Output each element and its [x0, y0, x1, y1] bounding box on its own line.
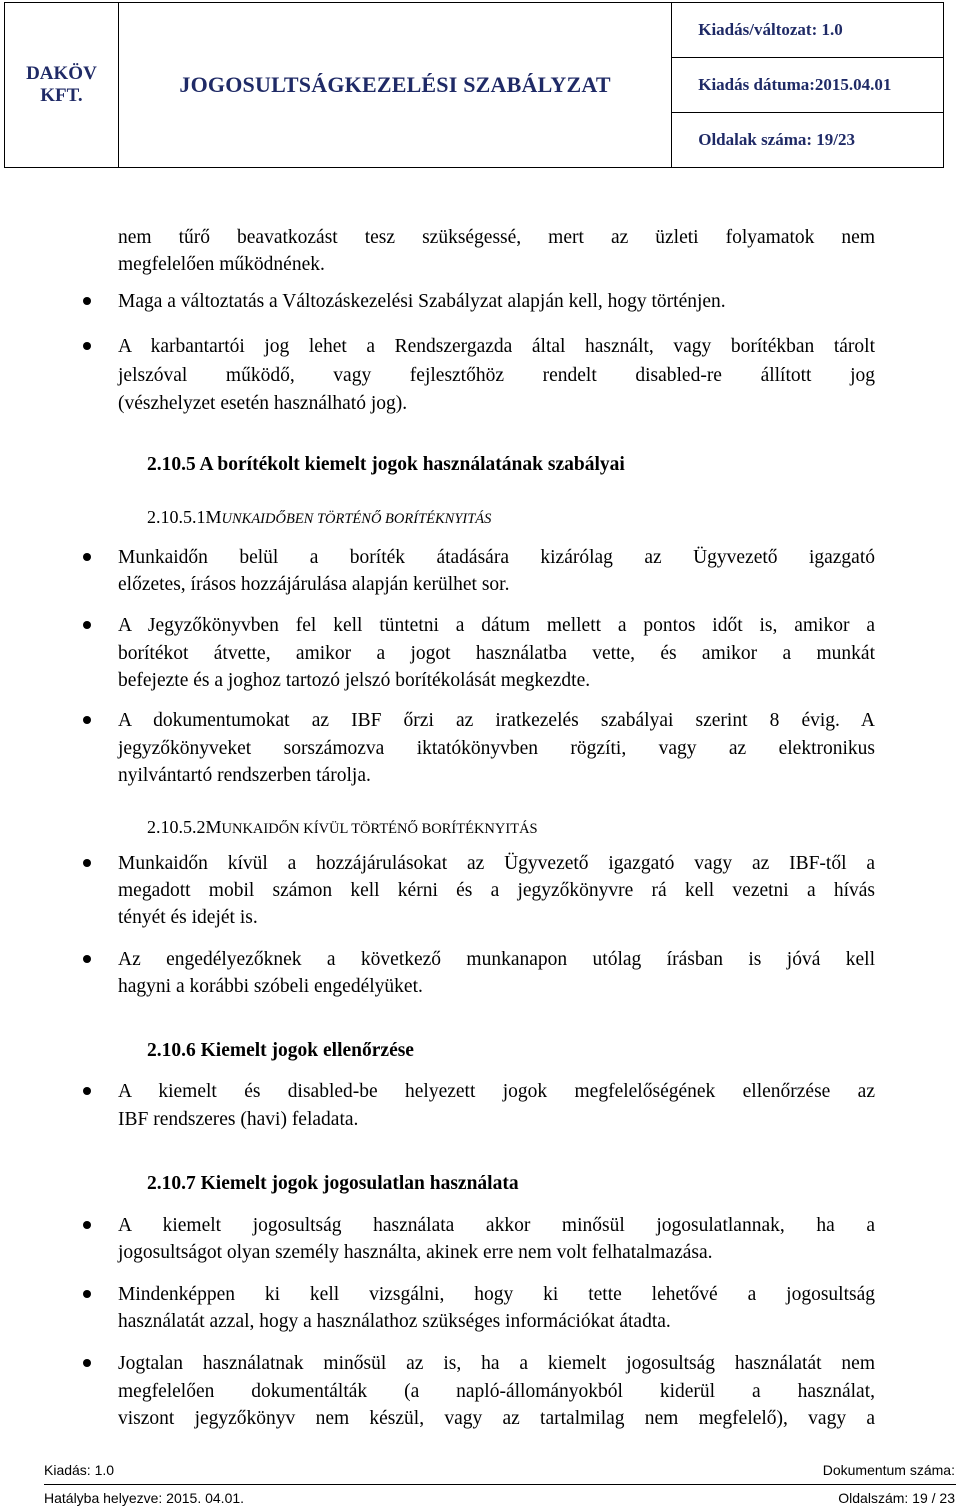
- list-item-line: IBF rendszeres (havi) feladata.: [118, 1109, 359, 1130]
- subsection-heading: [147, 507, 491, 528]
- list-item-line: Az engedélyezőknek a következő munkanapon utólag írásban is jóvá kell: [118, 949, 875, 970]
- list-item-line: A karbantartói jog lehet a Rendszergazda által használt, vagy borítékban tárolt: [118, 336, 875, 357]
- footer-page-number: Oldalszám: 19 / 23: [838, 1490, 955, 1506]
- list-item-line: hagyni a korábbi szóbeli engedélyüket.: [118, 976, 423, 997]
- footer-doc-number: Dokumentum száma:: [822, 1462, 955, 1478]
- subsection-title: UNKAIDŐBEN TÖRTÉNŐ BORÍTÉKNYITÁS: [221, 511, 492, 527]
- bullet-dot: [83, 621, 91, 629]
- subsection-number: 2.10.5.2: [147, 817, 206, 837]
- bullet-dot: [83, 1359, 91, 1367]
- paragraph-line: megfelelően működnének.: [118, 254, 325, 275]
- list-item-line: (vészhelyzet esetén használható jog).: [118, 393, 408, 414]
- bullet-dot: [83, 297, 91, 305]
- list-item-line: jegyzőkönyveket sorszámozva iktatókönyvben rögzíti, vagy az elektronikus: [118, 738, 875, 759]
- list-item-line: viszont jegyzőkönyv nem készül, vagy az tartalmilag nem megfelelő), vagy a: [118, 1408, 875, 1429]
- bullet-dot: [83, 1221, 91, 1229]
- section-heading: 2.10.7 Kiemelt jogok jogosulatlan használata: [147, 1173, 519, 1194]
- subsection-heading: [147, 817, 538, 838]
- subsection-title: UNKAIDŐN KÍVÜL TÖRTÉNŐ BORÍTÉKNYITÁS: [221, 821, 538, 837]
- bullet-dot: [83, 553, 91, 561]
- bullet-dot: [83, 1087, 91, 1095]
- list-item-line: nyilvántartó rendszerben tárolja.: [118, 765, 371, 786]
- list-item-line: Jogtalan használatnak minősül az is, ha a kiemelt jogosultság használatát nem: [118, 1353, 875, 1374]
- list-item-line: Munkaidőn kívül a hozzájárulásokat az Ügyvezető igazgató vagy az IBF-től a: [118, 853, 875, 874]
- footer-edition: Kiadás: 1.0: [44, 1462, 115, 1478]
- bullet-dot: [83, 1290, 91, 1298]
- subsection-initial: M: [205, 817, 222, 837]
- list-item-line: Mindenképpen ki kell vizsgálni, hogy ki tette lehetővé a jogosultság: [118, 1284, 875, 1305]
- page-count: Oldalak száma: 19/23: [672, 113, 944, 168]
- list-item-line: megfelelően dokumentálták (a napló-állományokból kiderül a használat,: [118, 1381, 875, 1402]
- footer-divider: [44, 1484, 956, 1485]
- issue-date: Kiadás dátuma:2015.04.01: [672, 58, 944, 113]
- paragraph-line: nem tűrő beavatkozást tesz szükségessé, mert az üzleti folyamatok nem: [118, 227, 875, 248]
- subsection-number: 2.10.5.1: [147, 507, 206, 527]
- list-item-line: használatát azzal, hogy a használathoz szükséges információkat átadta.: [118, 1311, 671, 1332]
- edition-version: Kiadás/változat: 1.0: [672, 3, 944, 58]
- list-item-line: A kiemelt jogosultság használata akkor minősül jogosulatlannak, ha a: [118, 1215, 875, 1236]
- list-item-line: jelszóval működő, vagy fejlesztőhöz rendelt disabled-re állított jog: [118, 365, 875, 386]
- list-item-line: borítékot átvette, amikor a jogot használatba vette, és amikor a munkát: [118, 643, 875, 664]
- document-title: JOGOSULTSÁGKEZELÉSI SZABÁLYZAT: [118, 3, 671, 168]
- list-item-line: A dokumentumokat az IBF őrzi az iratkezelés szabályai szerint 8 évig. A: [118, 710, 875, 731]
- list-item-line: megadott mobil számon kell kérni és a jegyzőkönyvre rá kell vezetni a hívás: [118, 880, 875, 901]
- company-name: DAKÖV KFT.: [5, 3, 119, 168]
- list-item-line: előzetes, írásos hozzájárulása alapján kerülhet sor.: [118, 574, 510, 595]
- list-item: Maga a változtatás a Változáskezelési Szabályzat alapján kell, hogy történjen.: [118, 291, 726, 312]
- section-heading: 2.10.5 A borítékolt kiemelt jogok használatának szabályai: [147, 454, 625, 475]
- list-item-line: A kiemelt és disabled-be helyezett jogok megfelelőségének ellenőrzése az: [118, 1081, 875, 1102]
- bullet-dot: [83, 859, 91, 867]
- list-item-line: A Jegyzőkönyvben fel kell tüntetni a dátum mellett a pontos időt is, amikor a: [118, 615, 875, 636]
- footer-effective-date: Hatályba helyezve: 2015. 04.01.: [44, 1490, 245, 1506]
- bullet-dot: [83, 716, 91, 724]
- list-item-line: jogosultságot olyan személy használta, akinek erre nem volt felhatalmazása.: [118, 1242, 713, 1263]
- document-header: [4, 2, 944, 168]
- bullet-dot: [83, 342, 91, 350]
- bullet-dot: [83, 955, 91, 963]
- list-item-line: befejezte és a joghoz tartozó jelszó borítékolását megkezdte.: [118, 670, 591, 691]
- list-item-line: tényét és idejét is.: [118, 907, 258, 928]
- list-item-line: Munkaidőn belül a boríték átadására kizárólag az Ügyvezető igazgató: [118, 547, 875, 568]
- subsection-initial: M: [205, 507, 222, 527]
- section-heading: 2.10.6 Kiemelt jogok ellenőrzése: [147, 1040, 414, 1061]
